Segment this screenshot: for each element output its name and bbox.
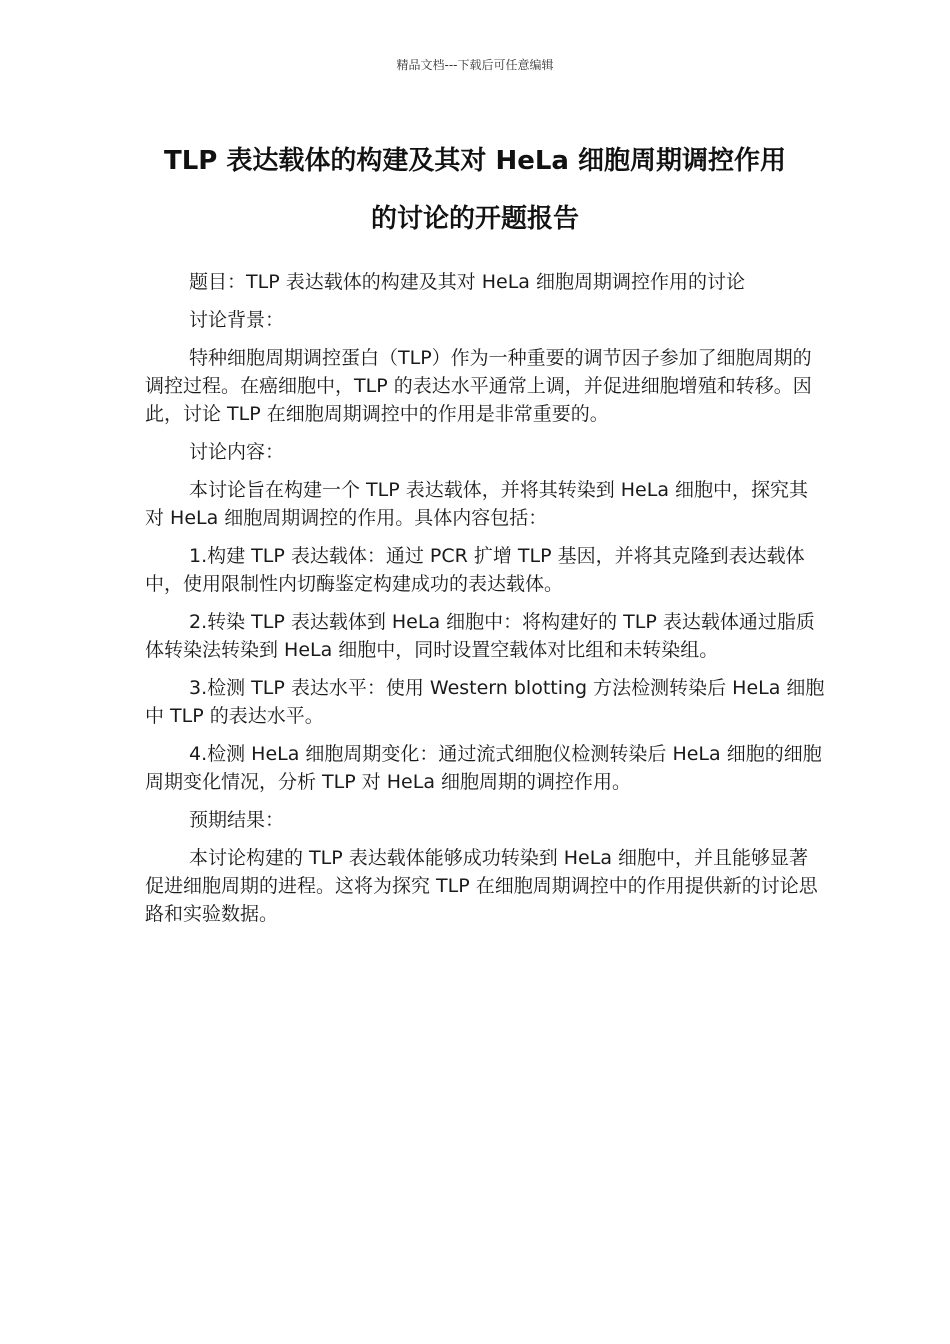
paragraph-step-4: 4.检测 HeLa 细胞周期变化：通过流式细胞仪检测转染后 HeLa 细胞的细胞周期变化情况，分析 TLP 对 HeLa 细胞周期的调控作用。 <box>145 743 822 793</box>
heading-background: 讨论背景： <box>189 309 285 331</box>
document-title-line-1: TLP 表达载体的构建及其对 HeLa 细胞周期调控作用 <box>163 146 787 176</box>
paragraph-step-2: 2.转染 TLP 表达载体到 HeLa 细胞中：将构建好的 TLP 表达载体通过脂质体转染法转染到 HeLa 细胞中，同时设置空载体对比组和未转染组。 <box>145 611 815 661</box>
paragraph-background: 特种细胞周期调控蛋白（TLP）作为一种重要的调节因子参加了细胞周期的调控过程。在癌细胞中，TLP 的表达水平通常上调，并促进细胞增殖和转移。因此，讨论 TLP 在细胞周期调控中的作用是非常重要的。 <box>145 347 812 425</box>
paragraph-expected-results: 本讨论构建的 TLP 表达载体能够成功转染到 HeLa 细胞中，并且能够显著促进细胞周期的进程。这将为探究 TLP 在细胞周期调控中的作用提供新的讨论思路和实验数据。 <box>145 847 818 925</box>
document-title <box>120 132 830 248</box>
paragraph-step-3: 3.检测 TLP 表达水平：使用 Western blotting 方法检测转染后 HeLa 细胞中 TLP 的表达水平。 <box>145 677 825 727</box>
paragraph-content-intro: 本讨论旨在构建一个 TLP 表达载体，并将其转染到 HeLa 细胞中，探究其对 HeLa 细胞周期调控的作用。具体内容包括： <box>145 479 809 529</box>
document-body <box>145 268 825 938</box>
paragraph-step-1: 1.构建 TLP 表达载体：通过 PCR 扩增 TLP 基因，并将其克隆到表达载体中，使用限制性内切酶鉴定构建成功的表达载体。 <box>145 545 805 595</box>
page-header-watermark: 精品文档---下载后可任意编辑 <box>396 58 554 72</box>
document-title-line-2: 的讨论的开题报告 <box>370 204 579 234</box>
paragraph-topic: 题目：TLP 表达载体的构建及其对 HeLa 细胞周期调控作用的讨论 <box>189 271 745 293</box>
heading-content: 讨论内容： <box>189 441 285 463</box>
heading-expected-results: 预期结果： <box>189 809 285 831</box>
